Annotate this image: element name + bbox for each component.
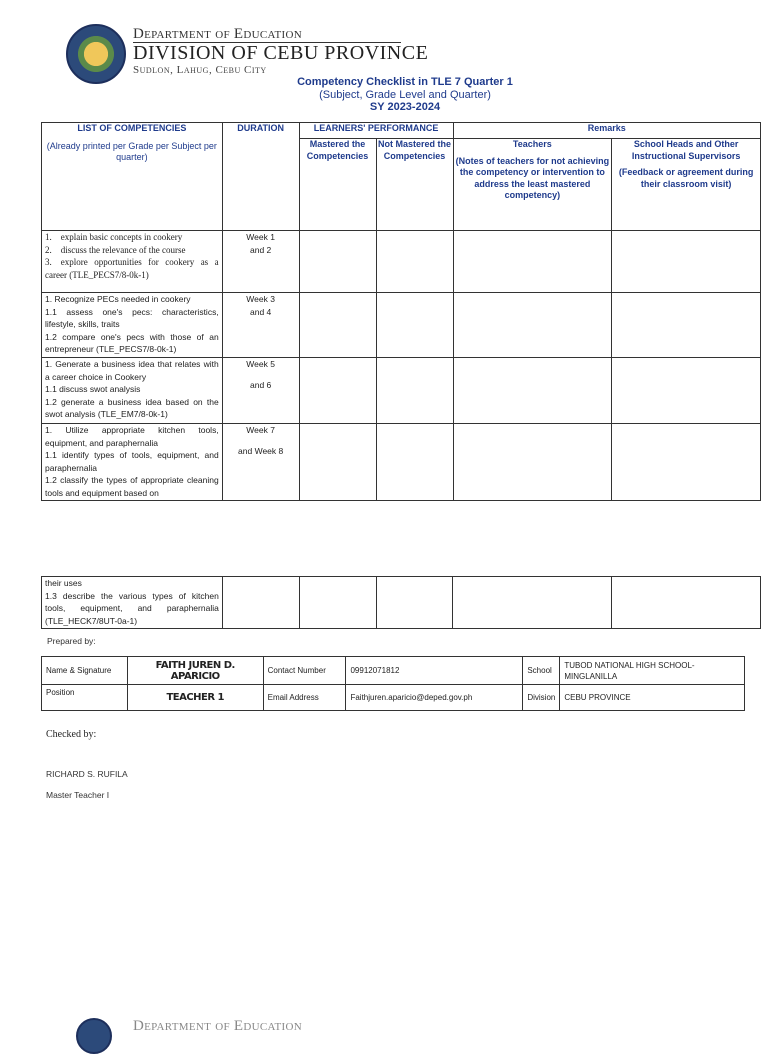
checker-position: Master Teacher I	[46, 790, 110, 800]
heads-remarks-cell[interactable]	[612, 577, 761, 629]
school-label: School	[523, 657, 560, 685]
teachers-remarks-cell[interactable]	[453, 424, 612, 501]
division-address: Sudlon, Lahug, Cebu City	[133, 64, 267, 76]
department-name: Department of Education	[133, 26, 303, 42]
duration-cell: Week 5 and 6	[222, 358, 299, 424]
preparer-position: TEACHER 1	[127, 685, 263, 711]
duration-cell: Week 3 and 4	[222, 293, 299, 358]
deped-cebu-seal-logo	[66, 24, 126, 84]
school-name: TUBOD NATIONAL HIGH SCHOOL-MINGLANILLA	[560, 657, 745, 685]
competency-cell: 1. Generate a business idea that relates with a career choice in Cookery 1.1 discuss swot analysis 1.2 generate a business idea based on the swot analysis (TLE_EM7/8-0k-1)	[42, 358, 223, 424]
duration-cell: Week 7 and Week 8	[222, 424, 299, 501]
mastered-cell[interactable]	[299, 293, 376, 358]
table-row	[42, 577, 761, 629]
contact-number: 09912071812	[346, 657, 523, 685]
email-label: Email Address	[263, 685, 346, 711]
competency-cell: their uses 1.3 describe the various types of kitchen tools, equipment, and paraphernalia (TLE_HECK7/8UT-0a-1)	[42, 577, 223, 629]
name-label: Name & Signature	[42, 657, 128, 685]
header-duration: DURATION	[222, 123, 299, 231]
email-address: Faithjuren.aparicio@deped.gov.ph	[346, 685, 523, 711]
preparer-info-table	[41, 656, 745, 711]
division-name: DIVISION OF CEBU PROVINCE	[133, 42, 429, 64]
header-mastered: Mastered the Competencies	[299, 139, 376, 231]
duration-cell	[222, 577, 299, 629]
table-row	[42, 424, 761, 501]
header-learners-performance: LEARNERS' PERFORMANCE	[299, 123, 453, 139]
heads-remarks-cell[interactable]	[612, 358, 761, 424]
division-label: Division	[523, 685, 560, 711]
heads-remarks-cell[interactable]	[612, 231, 761, 293]
table-row	[42, 231, 761, 293]
duration-cell: Week 1 and 2	[222, 231, 299, 293]
document-subtitle: (Subject, Grade Level and Quarter)	[319, 88, 491, 101]
preparer-name: FAITH JUREN D. APARICIO	[127, 657, 263, 685]
mastered-cell[interactable]	[299, 577, 376, 629]
checker-name: RICHARD S. RUFILA	[46, 769, 128, 779]
document-title: Competency Checklist in TLE 7 Quarter 1	[297, 76, 513, 88]
not-mastered-cell[interactable]	[376, 293, 453, 358]
not-mastered-cell[interactable]	[376, 424, 453, 501]
school-year: SY 2023-2024	[369, 101, 441, 113]
teachers-remarks-cell[interactable]	[453, 293, 612, 358]
not-mastered-cell[interactable]	[376, 231, 453, 293]
teachers-remarks-cell[interactable]	[453, 577, 612, 629]
heads-remarks-cell[interactable]	[612, 424, 761, 501]
checked-by-label: Checked by:	[46, 729, 97, 740]
header-teachers: Teachers (Notes of teachers for not achieving the competency or intervention to address the least mastered competency)	[453, 139, 612, 231]
competency-cell: 1. explain basic concepts in cookery 2. discuss the relevance of the course 3. explore opportunities for cookery as a career (TLE_PECS7/8-0k-1)	[42, 231, 223, 293]
header-competencies: LIST OF COMPETENCIES (Already printed per Grade per Subject per quarter)	[42, 123, 223, 231]
prepared-by-label: Prepared by:	[47, 636, 96, 646]
teachers-remarks-cell[interactable]	[453, 231, 612, 293]
competency-cell: 1. Utilize appropriate kitchen tools, equipment, and paraphernalia 1.1 identify types of tools, equipment, and paraphernalia 1.2 classify the types of appropriate cleaning tools and equipment based on	[42, 424, 223, 501]
mastered-cell[interactable]	[299, 231, 376, 293]
document-title-block	[260, 76, 550, 114]
competency-cell: 1. Recognize PECs needed in cookery 1.1 assess one's pecs: characteristics, lifestyle, skills, traits 1.2 compare one's pecs with those of an entrepreneur (TLE_PECS7/8-0k-1)	[42, 293, 223, 358]
competency-table-continued	[41, 576, 761, 629]
division-value: CEBU PROVINCE	[560, 685, 745, 711]
not-mastered-cell[interactable]	[376, 577, 453, 629]
not-mastered-cell[interactable]	[376, 358, 453, 424]
position-label: Position	[42, 685, 128, 711]
teachers-remarks-cell[interactable]	[453, 358, 612, 424]
contact-label: Contact Number	[263, 657, 346, 685]
heads-remarks-cell[interactable]	[612, 293, 761, 358]
next-page-department-name: Department of Education	[133, 1018, 303, 1034]
table-row	[42, 358, 761, 424]
mastered-cell[interactable]	[299, 358, 376, 424]
header-not-mastered: Not Mastered the Competencies	[376, 139, 453, 231]
mastered-cell[interactable]	[299, 424, 376, 501]
header-school-heads: School Heads and Other Instructional Supervisors (Feedback or agreement during their classroom visit)	[612, 139, 761, 231]
table-row	[42, 293, 761, 358]
competency-table	[41, 122, 761, 501]
header-remarks: Remarks	[453, 123, 761, 139]
next-page-seal-logo	[76, 1018, 112, 1054]
